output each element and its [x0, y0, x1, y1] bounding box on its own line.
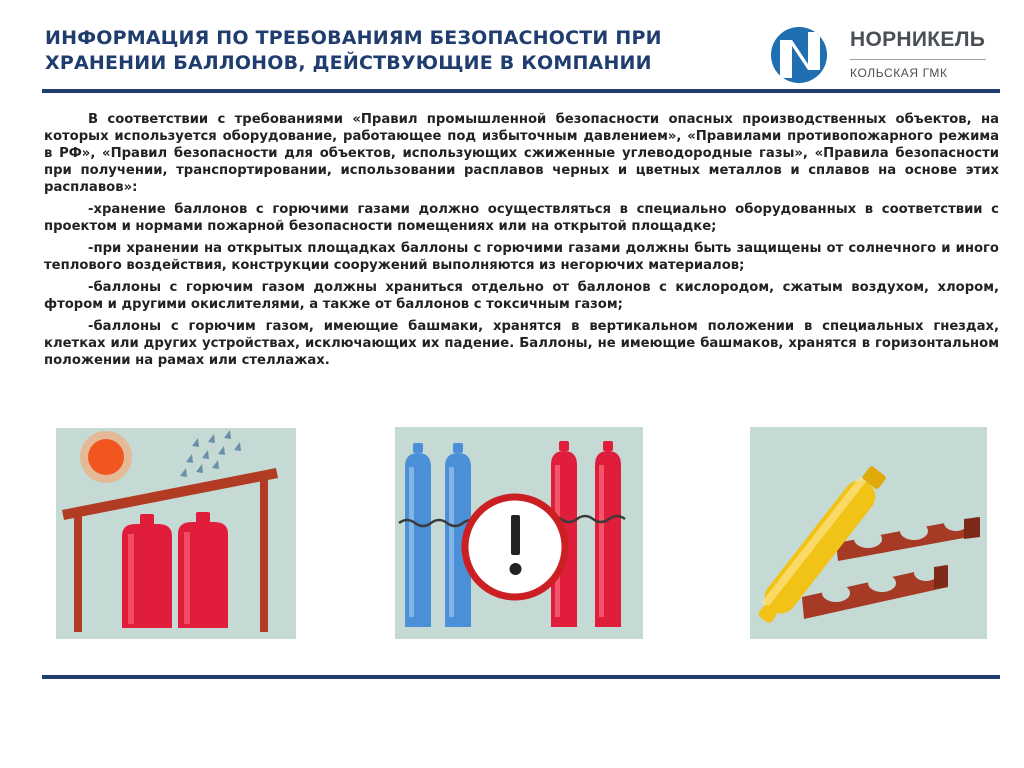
requirement-item: -хранение баллонов с горючими газами должно осуществляться в специально оборудованных в соответствии с проектом и нормами пожарной безопасности помещениях или на открытой площадке; [44, 202, 999, 234]
page-title: ИНФОРМАЦИЯ ПО ТРЕБОВАНИЯМ БЕЗОПАСНОСТИ ПРИ ХРАНЕНИИ БАЛЛОНОВ, ДЕЙСТВУЮЩИЕ В КОМПАНИИ [45, 27, 662, 74]
header-divider [42, 89, 1000, 93]
outdoor-canopy-cylinders-icon [56, 428, 296, 639]
horizontal-rack-cylinder-icon [750, 427, 987, 639]
requirements-text [44, 111, 999, 374]
requirement-item: -баллоны с горючим газом должны храниться отдельно от баллонов с кислородом, сжатым воздухом, хлором, фтором и другими окислителями, а также от баллонов с токсичным газом; [44, 280, 999, 312]
nornickel-logo-icon [762, 26, 840, 84]
intro-paragraph: В соответствии с требованиями «Правил промышленной безопасности опасных производственных объектов, на которых используется оборудование, работающее под избыточным давлением», «Правилами противопожарного режима в РФ», «Правил безопасности для объектов, использующих сжиженные углеводородные газы», «Правила безопасности при получении, транспортировании, использовании расплавов черных и цветных металлов и сплавов на основе этих расплавов»: [44, 112, 999, 195]
company-logo [762, 26, 1002, 86]
requirement-item: -при хранении на открытых площадках баллоны с горючими газами должны быть защищены от солнечного и иного теплового воздействия, конструкции сооружений выполняются из негорючих материалов; [44, 241, 999, 273]
requirement-item: -баллоны с горючим газом, имеющие башмаки, хранятся в вертикальном положении в специальных гнездах, клетках или других устройствах, исключающих их падение. Баллоны, не имеющие башмаков, хранятся в горизонтальном положении на рамах или стеллажах. [44, 319, 999, 368]
separate-storage-illustration [395, 427, 643, 639]
horizontal-rack-illustration [750, 427, 987, 639]
logo-name: НОРНИКЕЛЬ [850, 28, 986, 51]
separate-storage-warning-icon [395, 427, 643, 639]
logo-subtitle: КОЛЬСКАЯ ГМК [850, 66, 948, 80]
canopy-illustration [56, 428, 296, 639]
footer-divider [42, 675, 1000, 679]
exclamation-warning-icon [510, 515, 522, 575]
logo-divider [850, 59, 986, 60]
